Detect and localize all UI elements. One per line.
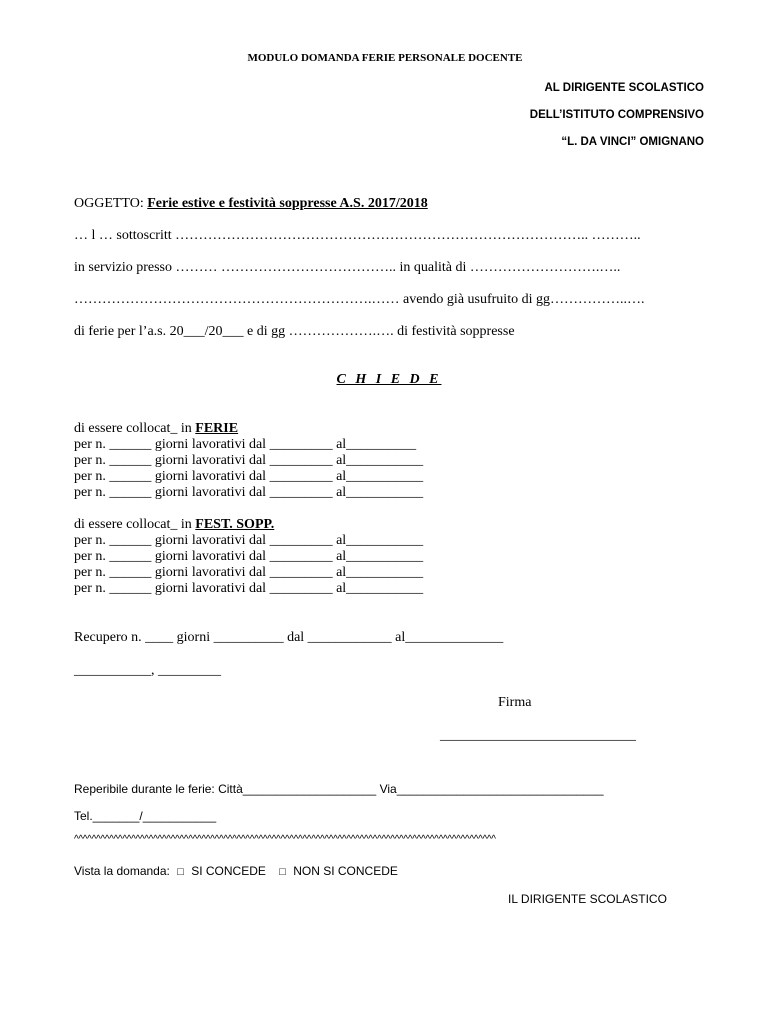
checkbox-no-icon[interactable]: □ <box>279 866 286 878</box>
fest-row[interactable]: per n. ______ giorni lavorativi dal _________ al___________ <box>74 565 424 580</box>
vista-label: Vista la domanda: <box>74 864 170 878</box>
place-date-line[interactable]: ___________, _________ <box>74 663 221 678</box>
ferie-row[interactable]: per n. ______ giorni lavorativi dal _________ al___________ <box>74 485 424 500</box>
firma-line[interactable]: ____________________________ <box>440 728 636 743</box>
fest-row[interactable]: per n. ______ giorni lavorativi dal _________ al___________ <box>74 533 424 548</box>
field-usufruito[interactable]: ……………………………………………………….…… avendo già usufruito di gg……………..…. <box>74 292 645 307</box>
ferie-row[interactable]: per n. ______ giorni lavorativi dal _________ al___________ <box>74 453 424 468</box>
vista-line <box>74 864 398 878</box>
firma-label: Firma <box>498 695 532 710</box>
option-non-si-concede: NON SI CONCEDE <box>293 864 398 878</box>
fest-row[interactable]: per n. ______ giorni lavorativi dal _________ al___________ <box>74 549 424 564</box>
recipient-line-2: DELL’ISTITUTO COMPRENSIVO <box>529 109 704 121</box>
document-title: MODULO DOMANDA FERIE PERSONALE DOCENTE <box>247 52 523 64</box>
ferie-prefix: di essere collocat_ in <box>74 421 192 436</box>
field-sottoscritto[interactable]: … l … sottoscritt …………………………………………………………………………….. ……….. <box>74 228 641 243</box>
oggetto-line <box>74 196 428 212</box>
option-si-concede: SI CONCEDE <box>191 864 266 878</box>
reperibile-line[interactable]: Reperibile durante le ferie: Città____________________ Via_______________________________ <box>74 782 604 796</box>
fest-label: FEST. SOPP. <box>195 517 275 532</box>
recipient-line-1: AL DIRIGENTE SCOLASTICO <box>544 82 704 94</box>
fest-row[interactable]: per n. ______ giorni lavorativi dal _________ al___________ <box>74 581 424 596</box>
separator-line: ^^^^^^^^^^^^^^^^^^^^^^^^^^^^^^^^^^^^^^^^^^^^^^^^^^^^^^^^^^^^^^^^^^^^^^^^^^^^^^^^^^^^^^^^^^^^^^^^ <box>74 834 496 845</box>
fest-heading <box>74 517 274 533</box>
fest-prefix: di essere collocat_ in <box>74 517 192 532</box>
ferie-heading <box>74 421 238 437</box>
ferie-row[interactable]: per n. ______ giorni lavorativi dal _________ al___________ <box>74 469 424 484</box>
chiede-heading: C H I E D E <box>336 372 442 387</box>
field-ferie-as[interactable]: di ferie per l’a.s. 20___/20___ e di gg ……………….…. di festività soppresse <box>74 324 515 339</box>
field-servizio[interactable]: in servizio presso ……… ……………………………….. in qualità di ……………………….….. <box>74 260 621 275</box>
ferie-row[interactable]: per n. ______ giorni lavorativi dal _________ al__________ <box>74 437 417 452</box>
checkbox-si-icon[interactable]: □ <box>177 866 184 878</box>
oggetto-label: OGGETTO: <box>74 196 144 211</box>
oggetto-subject: Ferie estive e festività soppresse A.S. 2017/2018 <box>147 196 428 211</box>
dirigente-signature-title: IL DIRIGENTE SCOLASTICO <box>508 892 667 906</box>
recupero-line[interactable]: Recupero n. ____ giorni __________ dal ____________ al______________ <box>74 630 504 645</box>
tel-line[interactable]: Tel._______/___________ <box>74 809 217 823</box>
recipient-line-3: “L. DA VINCI” OMIGNANO <box>561 136 704 148</box>
ferie-label: FERIE <box>195 421 239 436</box>
